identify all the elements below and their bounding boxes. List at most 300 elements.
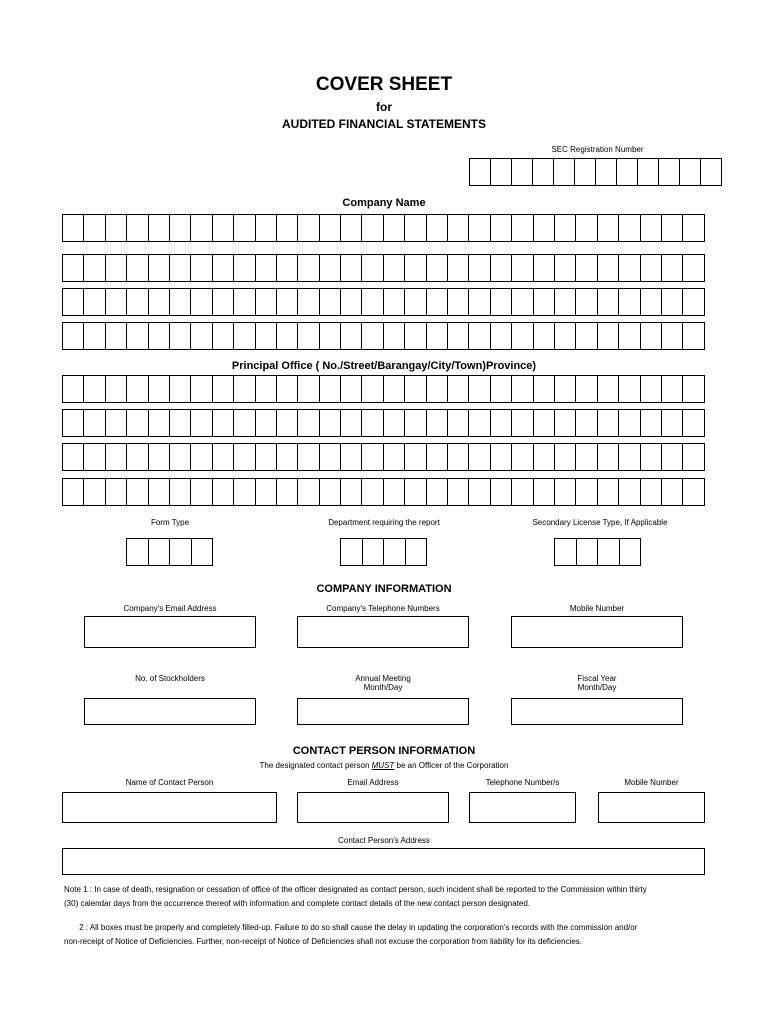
char-box[interactable] xyxy=(405,288,426,316)
char-box[interactable] xyxy=(427,409,448,437)
company-name-row-4[interactable] xyxy=(62,322,705,350)
char-box[interactable] xyxy=(170,538,192,566)
char-box[interactable] xyxy=(149,538,171,566)
char-box[interactable] xyxy=(469,443,490,471)
char-box[interactable] xyxy=(662,375,683,403)
char-box[interactable] xyxy=(191,375,212,403)
char-box[interactable] xyxy=(213,214,234,242)
char-box[interactable] xyxy=(277,375,298,403)
char-box[interactable] xyxy=(256,443,277,471)
char-box[interactable] xyxy=(106,288,127,316)
char-box[interactable] xyxy=(427,322,448,350)
char-box[interactable] xyxy=(701,158,722,186)
char-box[interactable] xyxy=(63,322,84,350)
company-telephone-field[interactable] xyxy=(297,616,469,648)
char-box[interactable] xyxy=(384,478,405,506)
char-box[interactable] xyxy=(149,322,170,350)
char-box[interactable] xyxy=(405,322,426,350)
char-box[interactable] xyxy=(170,288,191,316)
char-box[interactable] xyxy=(362,322,383,350)
char-box[interactable] xyxy=(598,322,619,350)
char-box[interactable] xyxy=(277,409,298,437)
char-box[interactable] xyxy=(320,214,341,242)
char-box[interactable] xyxy=(213,409,234,437)
char-box[interactable] xyxy=(298,409,319,437)
char-box[interactable] xyxy=(277,214,298,242)
char-box[interactable] xyxy=(234,322,255,350)
char-box[interactable] xyxy=(619,409,640,437)
fiscal-year-label-line-2: Month/Day xyxy=(577,683,617,692)
char-box[interactable] xyxy=(662,214,683,242)
char-box[interactable] xyxy=(234,409,255,437)
char-box[interactable] xyxy=(619,375,640,403)
char-box[interactable] xyxy=(405,409,426,437)
char-box[interactable] xyxy=(63,409,84,437)
char-box[interactable] xyxy=(127,288,148,316)
char-box[interactable] xyxy=(619,443,640,471)
note-1-text-1: In case of death, resignation or cessation of office of the officer designated as contact person, such incident shall be reported to the Commission within thirty xyxy=(94,885,647,894)
char-box[interactable] xyxy=(106,409,127,437)
char-box[interactable] xyxy=(598,478,619,506)
char-box[interactable] xyxy=(84,443,105,471)
char-box[interactable] xyxy=(191,443,212,471)
char-box[interactable] xyxy=(555,443,576,471)
char-box[interactable] xyxy=(533,158,554,186)
char-box[interactable] xyxy=(405,254,426,282)
char-box[interactable] xyxy=(575,158,596,186)
char-box[interactable] xyxy=(256,409,277,437)
contact-designated-must: MUST xyxy=(371,761,395,770)
char-box[interactable] xyxy=(234,254,255,282)
char-box[interactable] xyxy=(213,375,234,403)
char-box[interactable] xyxy=(662,478,683,506)
char-box[interactable] xyxy=(448,322,469,350)
char-box[interactable] xyxy=(277,478,298,506)
char-box[interactable] xyxy=(662,322,683,350)
char-box[interactable] xyxy=(63,375,84,403)
char-box[interactable] xyxy=(405,443,426,471)
char-box[interactable] xyxy=(641,214,662,242)
principal-office-row-4[interactable] xyxy=(62,478,705,506)
char-box[interactable] xyxy=(213,254,234,282)
char-box[interactable] xyxy=(641,288,662,316)
char-box[interactable] xyxy=(149,254,170,282)
char-box[interactable] xyxy=(469,322,490,350)
char-box[interactable] xyxy=(298,254,319,282)
char-box[interactable] xyxy=(512,478,533,506)
char-box[interactable] xyxy=(598,214,619,242)
char-box[interactable] xyxy=(427,443,448,471)
char-box[interactable] xyxy=(191,288,212,316)
char-box[interactable] xyxy=(170,254,191,282)
company-name-row-3[interactable] xyxy=(62,288,705,316)
char-box[interactable] xyxy=(191,478,212,506)
contact-info-heading: CONTACT PERSON INFORMATION xyxy=(292,745,476,757)
char-box[interactable] xyxy=(298,478,319,506)
char-box[interactable] xyxy=(555,375,576,403)
char-box[interactable] xyxy=(362,288,383,316)
char-box[interactable] xyxy=(63,443,84,471)
char-box[interactable] xyxy=(149,478,170,506)
char-box[interactable] xyxy=(191,214,212,242)
char-box[interactable] xyxy=(534,478,555,506)
char-box[interactable] xyxy=(641,443,662,471)
char-box[interactable] xyxy=(576,409,597,437)
char-box[interactable] xyxy=(234,443,255,471)
char-box[interactable] xyxy=(406,538,428,566)
char-box[interactable] xyxy=(84,322,105,350)
char-box[interactable] xyxy=(662,288,683,316)
char-box[interactable] xyxy=(598,409,619,437)
char-box[interactable] xyxy=(469,254,490,282)
char-box[interactable] xyxy=(256,322,277,350)
principal-office-row-3[interactable] xyxy=(62,443,705,471)
char-box[interactable] xyxy=(234,214,255,242)
company-mobile-field[interactable] xyxy=(511,616,683,648)
char-box[interactable] xyxy=(427,478,448,506)
char-box[interactable] xyxy=(427,375,448,403)
char-box[interactable] xyxy=(256,214,277,242)
char-box[interactable] xyxy=(641,254,662,282)
char-box[interactable] xyxy=(491,254,512,282)
fiscal-year-field[interactable] xyxy=(511,698,683,725)
char-box[interactable] xyxy=(234,375,255,403)
secondary-license-grid[interactable] xyxy=(554,538,641,566)
char-box[interactable] xyxy=(191,322,212,350)
char-box[interactable] xyxy=(470,158,491,186)
char-box[interactable] xyxy=(384,409,405,437)
char-box[interactable] xyxy=(149,214,170,242)
char-box[interactable] xyxy=(127,322,148,350)
char-box[interactable] xyxy=(491,375,512,403)
char-box[interactable] xyxy=(534,254,555,282)
char-box[interactable] xyxy=(298,375,319,403)
company-name-label: Company Name xyxy=(342,197,426,209)
char-box[interactable] xyxy=(127,375,148,403)
char-box[interactable] xyxy=(555,214,576,242)
char-box[interactable] xyxy=(320,322,341,350)
char-box[interactable] xyxy=(277,443,298,471)
char-box[interactable] xyxy=(106,478,127,506)
char-box[interactable] xyxy=(320,288,341,316)
annual-meeting-label-line-1: Annual Meeting xyxy=(355,674,411,683)
char-box[interactable] xyxy=(662,254,683,282)
char-box[interactable] xyxy=(680,158,701,186)
char-box[interactable] xyxy=(191,254,212,282)
char-box[interactable] xyxy=(320,478,341,506)
char-box[interactable] xyxy=(191,409,212,437)
char-box[interactable] xyxy=(491,478,512,506)
char-box[interactable] xyxy=(555,538,577,566)
contact-name-field[interactable] xyxy=(62,792,277,823)
char-box[interactable] xyxy=(491,443,512,471)
char-box[interactable] xyxy=(512,375,533,403)
company-name-row-2[interactable] xyxy=(62,254,705,282)
contact-mobile-field[interactable] xyxy=(598,792,705,823)
char-box[interactable] xyxy=(362,409,383,437)
char-box[interactable] xyxy=(277,288,298,316)
char-box[interactable] xyxy=(534,443,555,471)
char-box[interactable] xyxy=(63,478,84,506)
note-2 xyxy=(64,921,744,949)
char-box[interactable] xyxy=(127,538,149,566)
char-box[interactable] xyxy=(256,254,277,282)
char-box[interactable] xyxy=(491,409,512,437)
char-box[interactable] xyxy=(576,443,597,471)
char-box[interactable] xyxy=(576,214,597,242)
char-box[interactable] xyxy=(683,409,704,437)
char-box[interactable] xyxy=(106,443,127,471)
char-box[interactable] xyxy=(127,443,148,471)
char-box[interactable] xyxy=(341,214,362,242)
char-box[interactable] xyxy=(362,214,383,242)
char-box[interactable] xyxy=(84,478,105,506)
char-box[interactable] xyxy=(641,478,662,506)
char-box[interactable] xyxy=(63,288,84,316)
char-box[interactable] xyxy=(149,409,170,437)
company-telephone-label: Company's Telephone Numbers xyxy=(326,604,440,613)
char-box[interactable] xyxy=(448,478,469,506)
char-box[interactable] xyxy=(683,288,704,316)
char-box[interactable] xyxy=(384,254,405,282)
char-box[interactable] xyxy=(234,288,255,316)
char-box[interactable] xyxy=(127,254,148,282)
principal-office-row-1[interactable] xyxy=(62,375,705,403)
char-box[interactable] xyxy=(384,443,405,471)
char-box[interactable] xyxy=(84,409,105,437)
char-box[interactable] xyxy=(256,478,277,506)
stockholders-field[interactable] xyxy=(84,698,256,725)
char-box[interactable] xyxy=(127,214,148,242)
char-box[interactable] xyxy=(320,254,341,282)
char-box[interactable] xyxy=(213,443,234,471)
company-email-field[interactable] xyxy=(84,616,256,648)
char-box[interactable] xyxy=(512,288,533,316)
form-type-grid[interactable] xyxy=(126,538,213,566)
char-box[interactable] xyxy=(448,409,469,437)
char-box[interactable] xyxy=(512,443,533,471)
char-box[interactable] xyxy=(598,375,619,403)
char-box[interactable] xyxy=(576,375,597,403)
principal-office-row-2[interactable] xyxy=(62,409,705,437)
char-box[interactable] xyxy=(234,478,255,506)
char-box[interactable] xyxy=(512,214,533,242)
char-box[interactable] xyxy=(576,322,597,350)
char-box[interactable] xyxy=(341,478,362,506)
char-box[interactable] xyxy=(619,322,640,350)
char-box[interactable] xyxy=(384,375,405,403)
char-box[interactable] xyxy=(405,478,426,506)
char-box[interactable] xyxy=(555,254,576,282)
char-box[interactable] xyxy=(662,409,683,437)
char-box[interactable] xyxy=(555,288,576,316)
char-box[interactable] xyxy=(534,409,555,437)
char-box[interactable] xyxy=(277,322,298,350)
char-box[interactable] xyxy=(405,375,426,403)
char-box[interactable] xyxy=(598,254,619,282)
char-box[interactable] xyxy=(320,375,341,403)
char-box[interactable] xyxy=(341,375,362,403)
char-box[interactable] xyxy=(641,322,662,350)
department-label: Department requiring the report xyxy=(328,518,440,527)
note-1-text-2: (30) calendar days from the occurrence thereof with information and complete contact details of the new contact person designated. xyxy=(64,899,531,908)
char-box[interactable] xyxy=(576,478,597,506)
char-box[interactable] xyxy=(170,443,191,471)
char-box[interactable] xyxy=(84,214,105,242)
char-box[interactable] xyxy=(298,443,319,471)
char-box[interactable] xyxy=(534,214,555,242)
char-box[interactable] xyxy=(63,214,84,242)
sec-registration-grid[interactable] xyxy=(469,158,722,186)
char-box[interactable] xyxy=(84,288,105,316)
contact-email-label: Email Address xyxy=(347,778,399,787)
char-box[interactable] xyxy=(491,322,512,350)
annual-meeting-field[interactable] xyxy=(297,698,469,725)
char-box[interactable] xyxy=(384,214,405,242)
char-box[interactable] xyxy=(341,322,362,350)
char-box[interactable] xyxy=(598,288,619,316)
char-box[interactable] xyxy=(149,443,170,471)
char-box[interactable] xyxy=(448,443,469,471)
char-box[interactable] xyxy=(683,322,704,350)
char-box[interactable] xyxy=(659,158,680,186)
char-box[interactable] xyxy=(213,288,234,316)
char-box[interactable] xyxy=(84,254,105,282)
char-box[interactable] xyxy=(405,214,426,242)
char-box[interactable] xyxy=(555,322,576,350)
char-box[interactable] xyxy=(213,478,234,506)
char-box[interactable] xyxy=(427,214,448,242)
char-box[interactable] xyxy=(192,538,214,566)
char-box[interactable] xyxy=(384,322,405,350)
char-box[interactable] xyxy=(427,288,448,316)
char-box[interactable] xyxy=(469,375,490,403)
char-box[interactable] xyxy=(362,375,383,403)
char-box[interactable] xyxy=(491,288,512,316)
char-box[interactable] xyxy=(362,443,383,471)
char-box[interactable] xyxy=(554,158,575,186)
char-box[interactable] xyxy=(448,214,469,242)
char-box[interactable] xyxy=(277,254,298,282)
char-box[interactable] xyxy=(341,254,362,282)
char-box[interactable] xyxy=(534,322,555,350)
char-box[interactable] xyxy=(341,409,362,437)
char-box[interactable] xyxy=(469,478,490,506)
char-box[interactable] xyxy=(576,254,597,282)
char-box[interactable] xyxy=(448,254,469,282)
char-box[interactable] xyxy=(469,214,490,242)
char-box[interactable] xyxy=(596,158,617,186)
char-box[interactable] xyxy=(170,322,191,350)
char-box[interactable] xyxy=(598,443,619,471)
char-box[interactable] xyxy=(638,158,659,186)
char-box[interactable] xyxy=(491,214,512,242)
contact-telephone-field[interactable] xyxy=(469,792,576,823)
char-box[interactable] xyxy=(469,288,490,316)
contact-email-field[interactable] xyxy=(297,792,449,823)
char-box[interactable] xyxy=(598,538,620,566)
char-box[interactable] xyxy=(149,375,170,403)
char-box[interactable] xyxy=(106,375,127,403)
char-box[interactable] xyxy=(362,254,383,282)
char-box[interactable] xyxy=(170,478,191,506)
char-box[interactable] xyxy=(256,288,277,316)
char-box[interactable] xyxy=(106,254,127,282)
char-box[interactable] xyxy=(448,288,469,316)
char-box[interactable] xyxy=(512,254,533,282)
char-box[interactable] xyxy=(683,254,704,282)
char-box[interactable] xyxy=(213,322,234,350)
char-box[interactable] xyxy=(320,443,341,471)
char-box[interactable] xyxy=(170,214,191,242)
char-box[interactable] xyxy=(620,538,642,566)
contact-address-field[interactable] xyxy=(62,848,705,875)
char-box[interactable] xyxy=(619,288,640,316)
char-box[interactable] xyxy=(341,538,363,566)
char-box[interactable] xyxy=(448,375,469,403)
char-box[interactable] xyxy=(298,288,319,316)
char-box[interactable] xyxy=(427,254,448,282)
char-box[interactable] xyxy=(512,409,533,437)
char-box[interactable] xyxy=(84,375,105,403)
char-box[interactable] xyxy=(617,158,638,186)
char-box[interactable] xyxy=(469,409,490,437)
char-box[interactable] xyxy=(298,322,319,350)
page-subtitle: AUDITED FINANCIAL STATEMENTS xyxy=(282,117,486,131)
char-box[interactable] xyxy=(106,214,127,242)
char-box[interactable] xyxy=(534,375,555,403)
char-box[interactable] xyxy=(619,478,640,506)
char-box[interactable] xyxy=(384,538,406,566)
char-box[interactable] xyxy=(683,214,704,242)
char-box[interactable] xyxy=(363,538,385,566)
char-box[interactable] xyxy=(63,254,84,282)
char-box[interactable] xyxy=(127,409,148,437)
char-box[interactable] xyxy=(534,288,555,316)
char-box[interactable] xyxy=(577,538,599,566)
char-box[interactable] xyxy=(256,375,277,403)
char-box[interactable] xyxy=(512,322,533,350)
char-box[interactable] xyxy=(641,375,662,403)
char-box[interactable] xyxy=(555,409,576,437)
char-box[interactable] xyxy=(170,409,191,437)
char-box[interactable] xyxy=(127,478,148,506)
char-box[interactable] xyxy=(491,158,512,186)
char-box[interactable] xyxy=(576,288,597,316)
char-box[interactable] xyxy=(341,288,362,316)
department-grid[interactable] xyxy=(340,538,427,566)
char-box[interactable] xyxy=(555,478,576,506)
note-1-line-1 xyxy=(64,883,744,897)
char-box[interactable] xyxy=(384,288,405,316)
char-box[interactable] xyxy=(106,322,127,350)
company-name-row-1[interactable] xyxy=(62,214,705,242)
char-box[interactable] xyxy=(341,443,362,471)
char-box[interactable] xyxy=(641,409,662,437)
char-box[interactable] xyxy=(512,158,533,186)
char-box[interactable] xyxy=(362,478,383,506)
char-box[interactable] xyxy=(619,214,640,242)
char-box[interactable] xyxy=(683,478,704,506)
char-box[interactable] xyxy=(320,409,341,437)
char-box[interactable] xyxy=(170,375,191,403)
char-box[interactable] xyxy=(619,254,640,282)
char-box[interactable] xyxy=(298,214,319,242)
char-box[interactable] xyxy=(683,375,704,403)
char-box[interactable] xyxy=(683,443,704,471)
char-box[interactable] xyxy=(149,288,170,316)
char-box[interactable] xyxy=(662,443,683,471)
